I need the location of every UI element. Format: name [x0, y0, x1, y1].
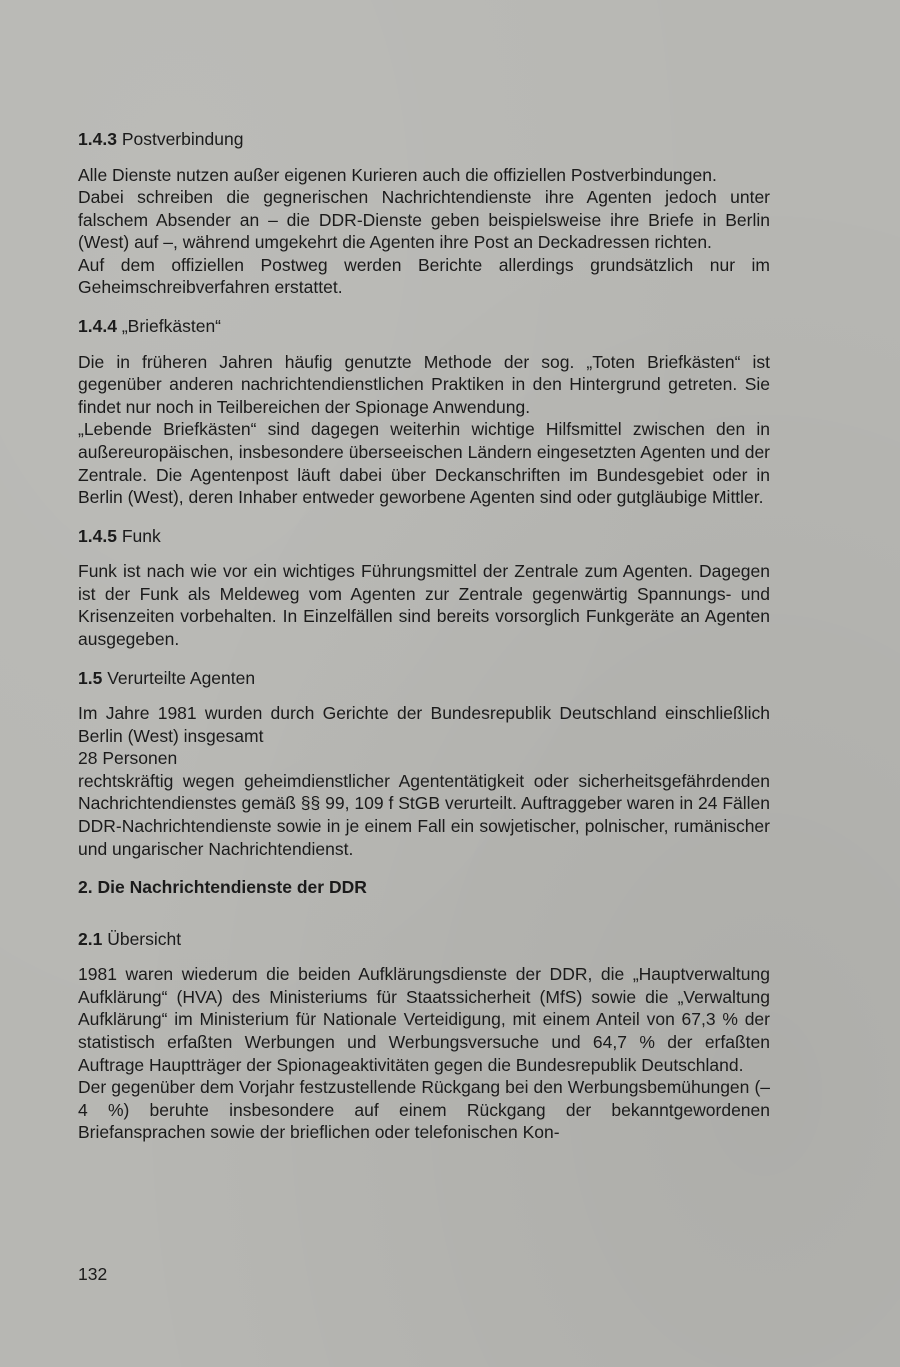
- paragraph: Auf dem offiziellen Postweg werden Berichte allerdings grundsätzlich nur im Geheimschreibverfahren erstattet.: [78, 254, 770, 298]
- spacer: [78, 299, 770, 315]
- paragraph: Im Jahre 1981 wurden durch Gerichte der Bundesrepublik Deutschland einschließlich Berlin (West) insgesamt: [78, 703, 770, 746]
- highlight-count: 28 Personen: [78, 748, 178, 769]
- spacer: [78, 912, 770, 928]
- section-number: 1.5: [78, 667, 103, 688]
- section-number: 1.4.3: [78, 129, 117, 149]
- section-title: Verurteilte Agenten: [107, 667, 256, 688]
- section-heading: [78, 128, 770, 151]
- section-title: Die Nachrichtendienste der DDR: [97, 877, 367, 898]
- paragraph: Dabei schreiben die gegnerischen Nachrichtendienste ihre Agenten jedoch unter falschem Absender an – die DDR-Dienste geben beispielsweise ihre Briefe in Berlin (West) auf –, während umgekehrt die Agenten ihre Post an Deckadressen richten.: [78, 187, 770, 253]
- section-nachrichtendienste-ddr: [78, 876, 770, 899]
- section-briefkaesten: [78, 315, 770, 509]
- section-postverbindung: [78, 128, 770, 299]
- section-heading: [78, 315, 770, 338]
- section-title: Übersicht: [107, 928, 182, 949]
- paragraph: Die in früheren Jahren häufig genutzte Methode der sog. „Toten Briefkästen“ ist gegenüber anderen nachrichtendienstlichen Praktiken in den Hintergrund getreten. Sie findet nur noch in Teilbereichen der Spionage Anwendung.: [78, 351, 770, 417]
- section-number: 2.: [78, 877, 93, 898]
- chapter-heading: [78, 876, 770, 899]
- section-title: Funk: [121, 525, 161, 546]
- section-heading: [78, 928, 770, 951]
- page-number: 132: [78, 1264, 108, 1284]
- section-title: „Briefkästen“: [121, 316, 222, 337]
- paragraph: 1981 waren wiederum die beiden Aufklärungsdienste der DDR, die „Hauptverwaltung Aufklärung“ (HVA) des Ministeriums für Staatssicherheit (MfS) sowie die „Verwaltung Aufklärung“ im Ministerium für Nationale Verteidigung, mit einem Anteil von 67,3 % der statistisch erfaßten Werbungen und Werbungsversuche und 64,7 % der erfaßten Auftrage Hauptträger der Spionageaktivitäten gegen die Bundesrepublik Deutschland.: [78, 964, 770, 1075]
- spacer: [78, 509, 770, 525]
- section-uebersicht: [78, 928, 770, 1144]
- section-heading: [78, 667, 770, 690]
- paragraph: „Lebende Briefkästen“ sind dagegen weiterhin wichtige Hilfsmittel zwischen den in außereuropäischen, insbesondere überseeischen Ländern eingesetzten Agenten und der Zentrale. Die Agentenpost läuft dabei über Deckanschriften im Bundesgebiet oder in Berlin (West), deren Inhaber entweder geworbene Agenten sind oder gutgläubige Mittler.: [78, 419, 770, 508]
- section-heading: [78, 525, 770, 548]
- paragraph: Der gegenüber dem Vorjahr festzustellende Rückgang bei den Werbungsbemühungen (– 4 %) beruhte insbesondere auf einem Rückgang der bekanntgewordenen Briefansprachen sowie der brieflichen oder telefonischen Kon-: [78, 1077, 770, 1143]
- text-block: [78, 128, 770, 1144]
- paragraph: rechtskräftig wegen geheimdienstlicher Agententätigkeit oder sicherheitsgefährdenden Nachrichtendienstes gemäß §§ 99, 109 f StGB verurteilt. Auftraggeber waren in 24 Fällen DDR-Nachrichtendienste sowie in je einem Fall ein sowjetischer, polnischer, rumänischer und ungarischer Nachrichtendienst.: [78, 770, 770, 859]
- spacer: [78, 651, 770, 667]
- section-funk: [78, 525, 770, 651]
- section-number: 2.1: [78, 928, 103, 949]
- section-verurteilte-agenten: [78, 667, 770, 861]
- spacer: [78, 860, 770, 876]
- section-number: 1.4.4: [78, 316, 117, 337]
- section-number: 1.4.5: [78, 525, 117, 546]
- paragraph: Funk ist nach wie vor ein wichtiges Führungsmittel der Zentrale zum Agenten. Dagegen ist der Funk als Meldeweg vom Agenten zur Zentrale gegenwärtig Spannungs- und Krisenzeiten vorbehalten. In Einzelfällen sind bereits vorsorglich Funkgeräte an Agenten ausgegeben.: [78, 561, 770, 649]
- section-title: Postverbindung: [121, 129, 244, 149]
- paragraph: Alle Dienste nutzen außer eigenen Kurieren auch die offiziellen Postverbindungen.: [78, 164, 717, 185]
